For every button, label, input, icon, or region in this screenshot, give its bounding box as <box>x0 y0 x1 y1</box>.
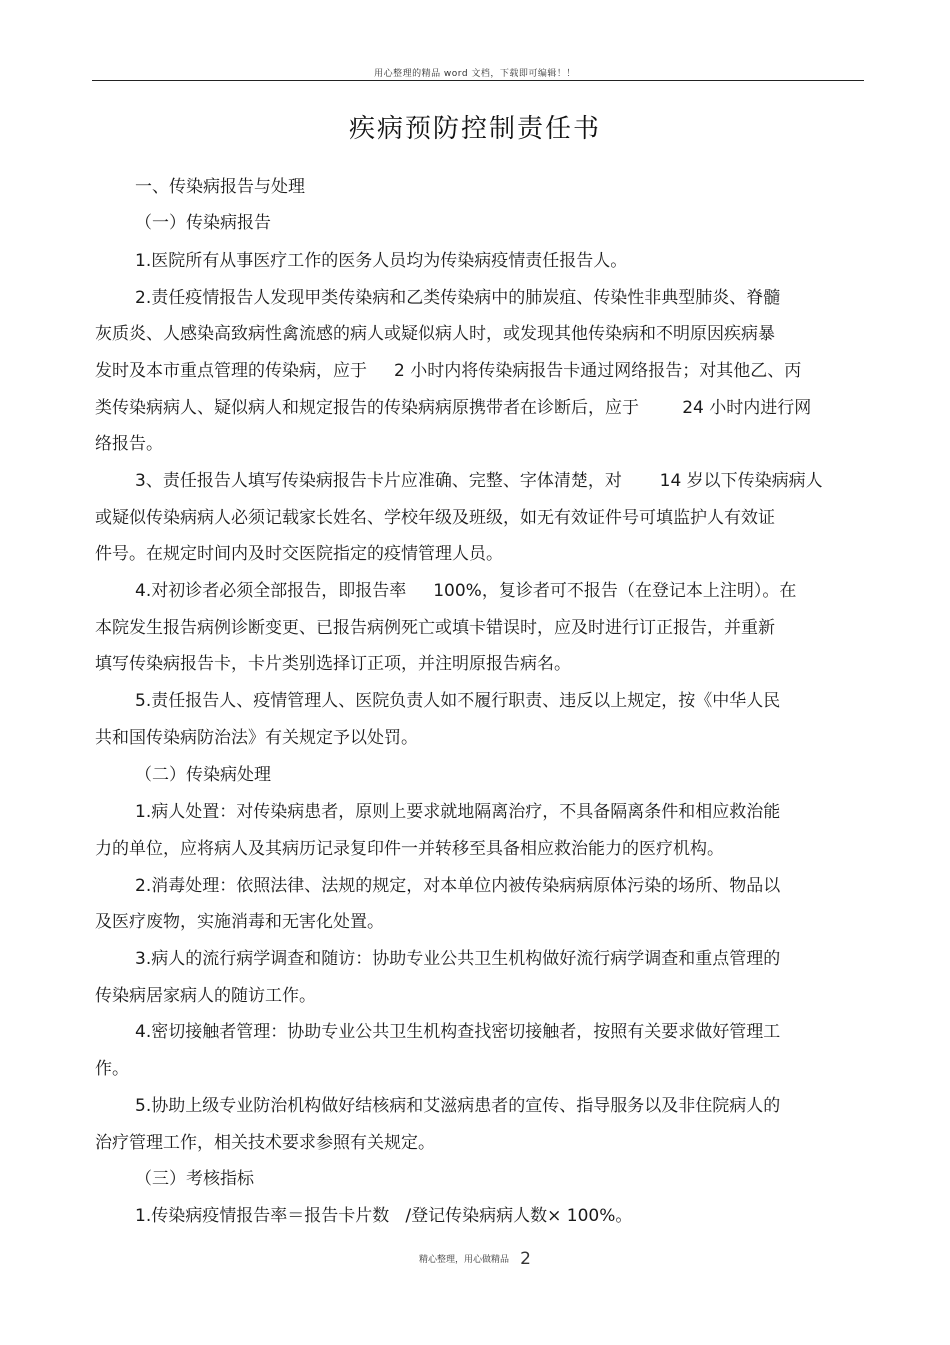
paragraph-line: 2.责任疫情报告人发现甲类传染病和乙类传染病中的肺炭疽、传染性非典型肺炎、脊髓 <box>135 288 781 308</box>
paragraph-line: 5.责任报告人、疫情管理人、医院负责人如不履行职责、违反以上规定，按《中华人民 <box>135 691 781 711</box>
paragraph-line: 1.医院所有从事医疗工作的医务人员均为传染病疫情责任报告人。 <box>135 251 628 271</box>
subsection-heading-3: （三）考核指标 <box>135 1169 254 1189</box>
paragraph-line: 1.病人处置：对传染病患者，原则上要求就地隔离治疗，不具备隔离条件和相应救治能 <box>135 802 781 822</box>
page-footer <box>0 1248 950 1269</box>
paragraph-line: 力的单位，应将病人及其病历记录复印件一并转移至具备相应救治能力的医疗机构。 <box>95 839 724 859</box>
paragraph-line: 共和国传染病防治法》有关规定予以处罚。 <box>95 728 418 748</box>
paragraph-line: 络报告。 <box>95 434 163 454</box>
paragraph-line: 1.传染病疫情报告率＝报告卡片数 /登记传染病病人数× 100%。 <box>135 1206 633 1226</box>
paragraph-line: 填写传染病报告卡，卡片类别选择订正项，并注明原报告病名。 <box>95 654 571 674</box>
paragraph-line: 类传染病病人、疑似病人和规定报告的传染病病原携带者在诊断后，应于 24 小时内进行网 <box>95 398 812 418</box>
paragraph-line: 或疑似传染病病人必须记载家长姓名、学校年级及班级，如无有效证件号可填监护人有效证 <box>95 508 775 528</box>
section-heading-1: 一、传染病报告与处理 <box>135 177 305 197</box>
paragraph-line: 发时及本市重点管理的传染病，应于 2 小时内将传染病报告卡通过网络报告；对其他乙、丙 <box>95 361 802 381</box>
paragraph-line: 4.密切接触者管理：协助专业公共卫生机构查找密切接触者，按照有关要求做好管理工 <box>135 1022 781 1042</box>
subsection-heading-1: （一）传染病报告 <box>135 213 271 233</box>
subsection-heading-2: （二）传染病处理 <box>135 765 271 785</box>
paragraph-line: 治疗管理工作，相关技术要求参照有关规定。 <box>95 1133 435 1153</box>
paragraph-line: 4.对初诊者必须全部报告，即报告率 100%，复诊者可不报告（在登记本上注明）。在 <box>135 581 797 601</box>
page-number: 2 <box>520 1248 531 1269</box>
paragraph-line: 3.病人的流行病学调查和随访：协助专业公共卫生机构做好流行病学调查和重点管理的 <box>135 949 781 969</box>
paragraph-line: 作。 <box>95 1059 129 1079</box>
paragraph-line: 传染病居家病人的随访工作。 <box>95 986 316 1006</box>
paragraph-line: 5.协助上级专业防治机构做好结核病和艾滋病患者的宣传、指导服务以及非住院病人的 <box>135 1096 781 1116</box>
paragraph-line: 灰质炎、人感染高致病性禽流感的病人或疑似病人时，或发现其他传染病和不明原因疾病暴 <box>95 324 775 344</box>
paragraph-line: 及医疗废物，实施消毒和无害化处置。 <box>95 912 384 932</box>
document-title: 疾病预防控制责任书 <box>348 114 601 144</box>
header-rule <box>92 80 864 81</box>
paragraph-line: 3、责任报告人填写传染病报告卡片应准确、完整、字体清楚，对 14 岁以下传染病病人 <box>135 471 823 491</box>
paragraph-line: 件号。在规定时间内及时交医院指定的疫情管理人员。 <box>95 544 503 564</box>
footer-text: 精心整理，用心做精品 <box>419 1255 510 1265</box>
page-header-text: 用心整理的精品 word 文档，下载即可编辑！！ <box>374 69 576 79</box>
paragraph-line: 本院发生报告病例诊断变更、已报告病例死亡或填卡错误时，应及时进行订正报告，并重新 <box>95 618 775 638</box>
paragraph-line: 2.消毒处理：依照法律、法规的规定，对本单位内被传染病病原体污染的场所、物品以 <box>135 876 781 896</box>
